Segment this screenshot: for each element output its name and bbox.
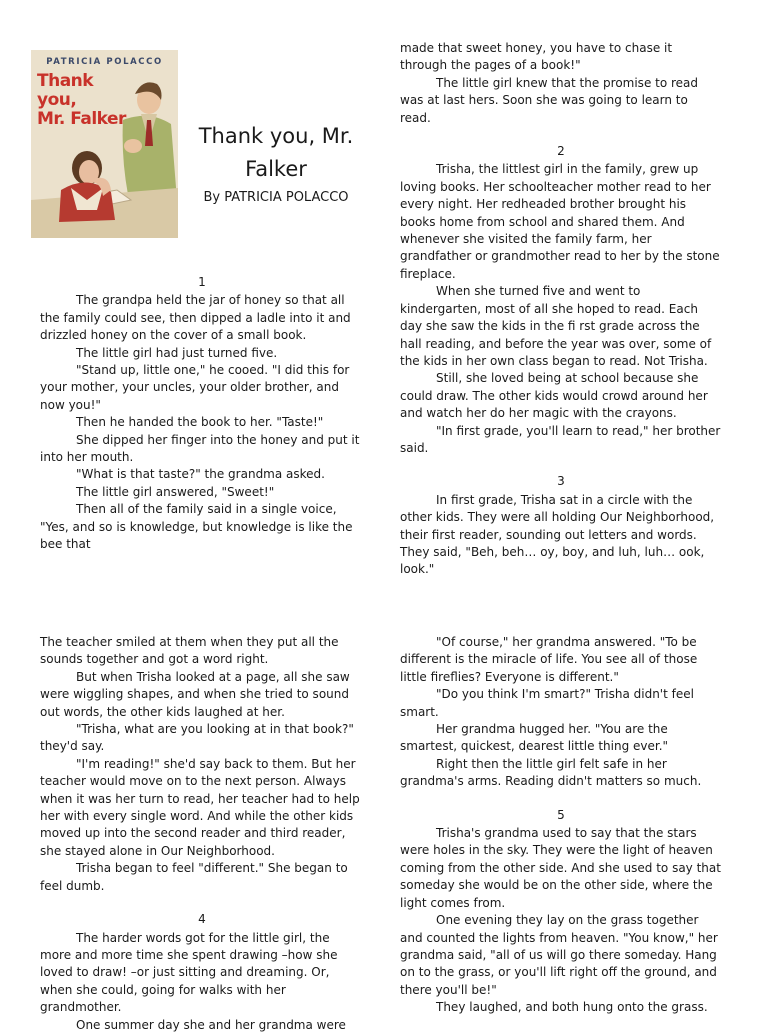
- paragraph: One summer day she and her grandma were: [76, 1017, 346, 1032]
- paragraph: The harder words got for the little girl, the more and more time she spent drawing –how she loved to draw! –or just sitting and dreaming. Or, when she could, going for walks with her grandmother.: [40, 930, 338, 1015]
- section-number: 5: [557, 807, 565, 822]
- paragraph: Trisha began to feel "different." She began to feel dumb.: [40, 861, 348, 893]
- paragraph: The little girl answered, "Sweet!": [76, 484, 275, 499]
- paragraph: Trisha's grandma used to say that the stars were holes in the sky. They were the light of heaven coming from the other side. And she used to say that someday she would be on the other side, where the light comes from.: [400, 826, 721, 910]
- paragraph: Her grandma hugged her. "You are the smartest, quickest, dearest little thing ever.": [400, 722, 669, 754]
- section-number: 4: [198, 912, 206, 927]
- column-top-left: [40, 274, 364, 554]
- book-cover: [31, 50, 178, 238]
- paragraph: Still, she loved being at school because she could draw. The other kids would crowd around her and watch her do her magic with the crayons.: [400, 371, 708, 421]
- title-block: [186, 120, 366, 205]
- paragraph: They laughed, and both hung onto the grass.: [436, 1000, 708, 1015]
- paragraph: "Stand up, little one," he cooed. "I did this for your mother, your uncles, your older brother, and now you!": [40, 363, 350, 412]
- byline: By PATRICIA POLACCO: [203, 190, 349, 205]
- paragraph: Right then the little girl felt safe in her grandma's arms. Reading didn't matters so much.: [400, 756, 702, 789]
- paragraph: "Of course," her grandma answered. "To be different is the miracle of life. You see all of those little fireflies? Everyone is different.": [400, 635, 698, 684]
- cover-author: PATRICIA POLACCO: [46, 57, 163, 67]
- cover-title: [37, 72, 132, 129]
- paragraph: Trisha, the littlest girl in the family, grew up loving books. Her schoolteacher mother read to her every night. Her redheaded brother brought his books home from school and shared them. And whenever she visited the family farm, her grandfather or grandmother read to her by the stone fireplace.: [400, 162, 720, 281]
- paragraph: The teacher smiled at them when they put all the sounds together and got a word right.: [40, 635, 339, 667]
- paragraph: made that sweet honey, you have to chase it through the pages of a book!": [400, 41, 673, 73]
- paragraph: Then he handed the book to her. "Taste!": [76, 415, 324, 430]
- paragraph: "Trisha, what are you looking at in that book?" they'd say.: [40, 722, 354, 754]
- paragraph: "I'm reading!" she'd say back to them. But her teacher would move on to the next person. Always when it was her turn to read, her teacher had to help her with every single word. And while the other kids moved up into the second reader and third reader, she stayed alone in Our Neighborhood.: [40, 756, 360, 858]
- section-number: 3: [557, 474, 565, 489]
- paragraph: "In first grade, you'll learn to read," her brother said.: [400, 423, 721, 455]
- section-number: 2: [557, 144, 565, 159]
- paragraph: The little girl knew that the promise to read was at last hers. Soon she was going to learn to read.: [400, 75, 699, 125]
- column-bottom-left: [40, 634, 364, 1034]
- page-title: Thank you, Mr. Falker: [198, 124, 354, 181]
- paragraph: When she turned five and went to kindergarten, most of all she hoped to read. Each day she saw the kids in the fi rst grade across the hall reading, and before the year was over, some of the kids in her own class began to read. Not Trisha.: [400, 284, 712, 368]
- paragraph: The grandpa held the jar of honey so that all the family could see, then dipped a ladle into it and drizzled honey on the cover of a small book.: [40, 293, 351, 343]
- paragraph: But when Trisha looked at a page, all she saw were wiggling shapes, and when she tried to sound out words, the other kids laughed at her.: [40, 669, 350, 719]
- column-bottom-right: [400, 634, 722, 1017]
- paragraph: In first grade, Trisha sat in a circle with the other kids. They were all holding Our Neighborhood, their first reader, sounding out letters and words. They said, "Beh, beh… oy, boy, and luh, luh… ook, look.": [400, 492, 715, 577]
- paragraph: One evening they lay on the grass together and counted the lights from heaven. "You know," her grandma said, "all of us will go there someday. Hang on to the grass, or you'll lift right off the ground, and there you'll be!": [400, 913, 718, 997]
- paragraph: The little girl had just turned five.: [76, 345, 278, 360]
- paragraph: Then all of the family said in a single voice, "Yes, and so is knowledge, but knowledge is like the bee that: [40, 502, 353, 552]
- paragraph: She dipped her finger into the honey and put it into her mouth.: [40, 432, 360, 465]
- cover-title-line-2: Mr. Falker: [37, 109, 126, 129]
- section-number: 1: [198, 275, 206, 289]
- column-top-right: [400, 40, 722, 579]
- paragraph: "Do you think I'm smart?" Trisha didn't feel smart.: [400, 687, 694, 719]
- cover-title-line-1: Thank you,: [37, 71, 94, 110]
- paragraph: "What is that taste?" the grandma asked.: [76, 467, 325, 482]
